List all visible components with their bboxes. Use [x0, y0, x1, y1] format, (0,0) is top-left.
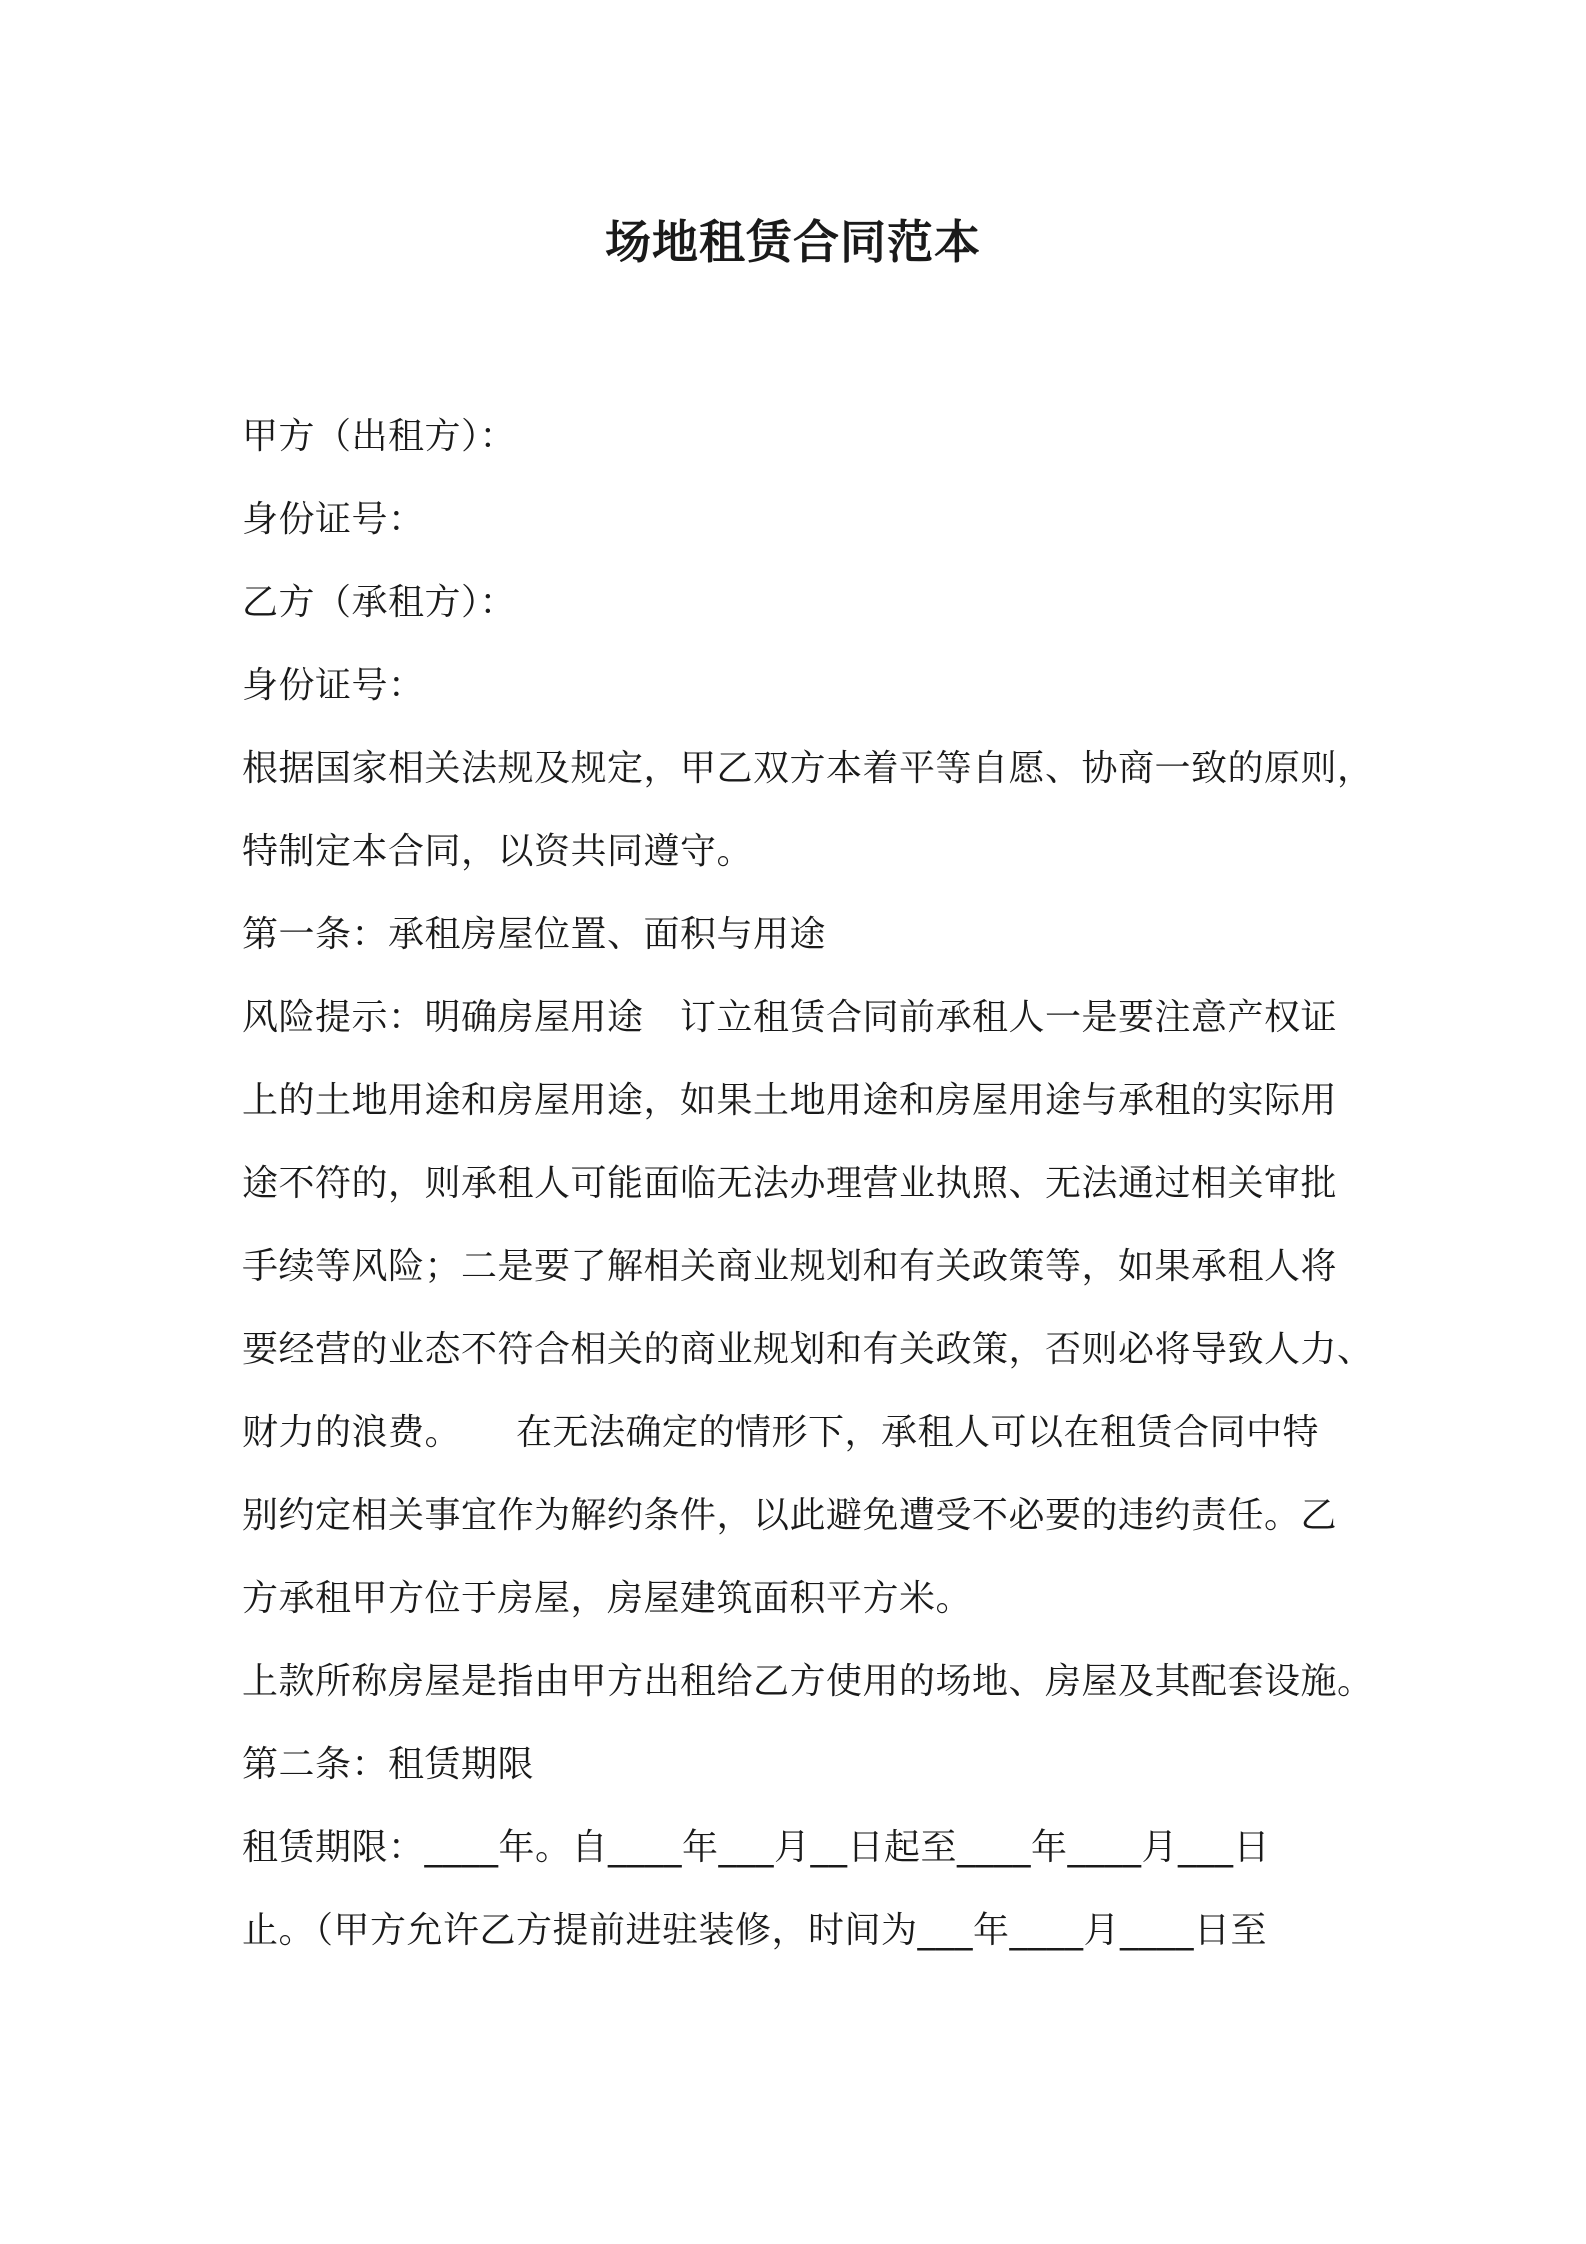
risk-note-line: 途不符的，则承租人可能面临无法办理营业执照、无法通过相关审批: [242, 1163, 1338, 1204]
risk-note-line: 财力的浪费。 在无法确定的情形下，承租人可以在租赁合同中特: [242, 1412, 1320, 1453]
lease-term-line: 租赁期限：____年。自____年___月__日起至____年____月___日: [242, 1827, 1271, 1868]
risk-note-line: 要经营的业态不符合相关的商业规划和有关政策，否则必将导致人力、: [242, 1329, 1374, 1370]
risk-note-line: 别约定相关事宜作为解约条件，以此避免遭受不必要的违约责任。乙: [242, 1495, 1338, 1536]
premises-line: 方承租甲方位于房屋，房屋建筑面积平方米。: [242, 1578, 973, 1619]
party-a-label: 甲方（出租方）：: [242, 416, 517, 457]
preamble-line: 特制定本合同，以资共同遵守。: [242, 831, 754, 872]
party-a-id-label: 身份证号：: [242, 499, 425, 540]
risk-note-line: 手续等风险；二是要了解相关商业规划和有关政策等，如果承租人将: [242, 1246, 1338, 1287]
article-2-heading: 第二条：租赁期限: [242, 1744, 535, 1785]
article-1-heading: 第一条：承租房屋位置、面积与用途: [242, 914, 827, 955]
premises-definition-line: 上款所称房屋是指由甲方出租给乙方使用的场地、房屋及其配套设施。: [242, 1661, 1374, 1702]
document-title: 场地租赁合同范本: [605, 215, 981, 269]
preamble-line: 根据国家相关法规及规定，甲乙双方本着平等自愿、协商一致的原则，: [242, 748, 1374, 789]
risk-note-line: 上的土地用途和房屋用途，如果土地用途和房屋用途与承租的实际用: [242, 1080, 1338, 1121]
party-b-id-label: 身份证号：: [242, 665, 425, 706]
party-b-label: 乙方（承租方）：: [242, 582, 517, 623]
lease-term-line: 止。（甲方允许乙方提前进驻装修，时间为___年____月____日至: [242, 1910, 1268, 1951]
risk-note-line: 风险提示：明确房屋用途 订立租赁合同前承租人一是要注意产权证: [242, 997, 1338, 1038]
